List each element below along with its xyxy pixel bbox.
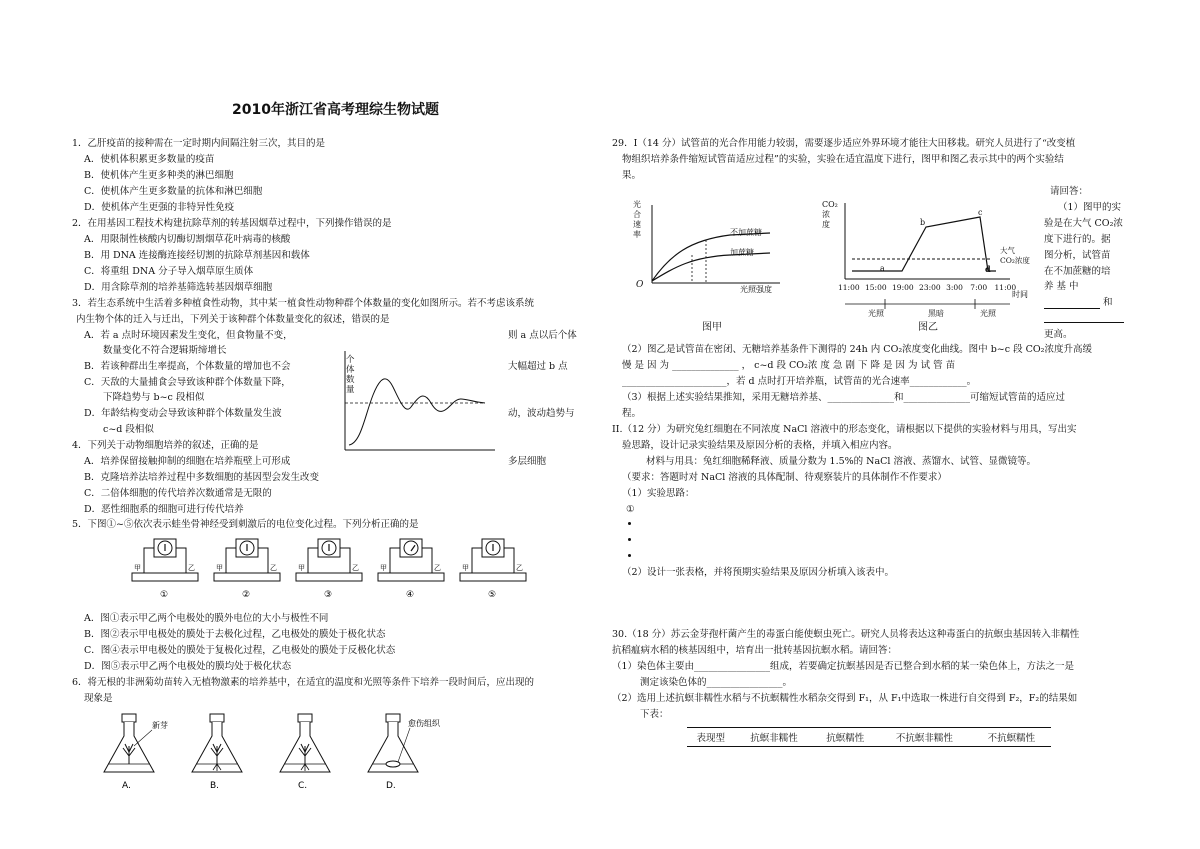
q5-option-d: D．图⑤表示甲乙两个电极处的膜均处于极化状态 xyxy=(84,661,292,672)
question-6-stem-line1: 6．将无根的非洲菊幼苗转入无植物激素的培养基中，在适宜的温度和光照等条件下培养一段时间后，应出现的 xyxy=(72,677,535,688)
table-header-cell: 不抗螟糯性 xyxy=(972,728,1051,747)
question-3-stem-line1: 3．若生态系统中生活着多种植食性动物，其中某一植食性动物种群个体数量的变化如图所示。若不考虑该系统 xyxy=(72,298,535,309)
q6-flask-figure xyxy=(100,710,450,795)
q29-part1-line3: 度下进行的。据 xyxy=(1044,234,1111,245)
jia-series-sucrose: 加蔗糖 xyxy=(730,248,754,257)
nerve-bar xyxy=(132,573,198,581)
q30-part1-line2: 测定该染色体的________________。 xyxy=(640,677,793,688)
question-30-stem-line2: 抗稻瘟病水稻的核基因组中，培育出一批转基因抗螟水稻。请回答： xyxy=(612,645,898,656)
q1-option-b: B．使机体产生更多种类的淋巴细胞 xyxy=(84,170,234,181)
table-header-cell: 抗螟糯性 xyxy=(814,728,877,747)
bud-callout: 新芽 xyxy=(152,721,168,730)
q29-ii-requirements: （要求：答题时对 NaCl 溶液的具体配制、待观察装片的具体制作不作要求） xyxy=(622,472,947,483)
q29-part2-line2: 慢 是 因 为 ______________ ， c~d 段 CO₂浓 度 急 剧 下 降 是 因 为 试 管 苗 xyxy=(622,360,956,371)
q3-option-a: A．若 a 点时环境因素发生变化，但食物量不变， xyxy=(84,330,293,341)
electrode-wire-right xyxy=(340,548,350,573)
q29-part1-line4: 图分析，试管苗 xyxy=(1044,250,1111,261)
nerve-bar xyxy=(296,573,362,581)
q29-ii-step-bullet xyxy=(628,538,631,541)
electrode-label-yi: 乙 xyxy=(434,564,441,572)
q3-option-a-tail: 则 a 点以后个体 xyxy=(508,330,577,341)
q2-option-d: D．用含除草剂的培养基筛选转基因烟草细胞 xyxy=(84,282,273,293)
q3-option-c-cont: 下降趋势与 b~c 段相似 xyxy=(103,392,205,403)
callout-line xyxy=(134,730,152,746)
yi-y-label: CO₂ 浓 度 xyxy=(822,200,838,229)
q1-option-a: A．使机体积累更多数量的疫苗 xyxy=(84,154,215,165)
q30-part1-line1: （1）染色体主要由________________组成，若要确定抗螟基因是否已整合到水稻的某一染色体上，方法之一是 xyxy=(612,661,1075,672)
q3-option-d-tail: 动，波动趋势与 xyxy=(508,408,575,419)
question-3-stem-line2: 内生物个体的迁入与迁出，下列关于该种群个体数量变化的叙述，错误的是 xyxy=(76,314,390,325)
q29-ii-step-bullet xyxy=(628,554,631,557)
q30-part2-line2: 下表： xyxy=(640,709,669,720)
table-header-cell: 表现型 xyxy=(687,728,734,747)
yi-time-ticks: 11:00 15:00 19:00 23:00 3:00 7:00 11:00 xyxy=(838,283,1017,292)
nerve-bar xyxy=(378,573,444,581)
electrode-wire-right xyxy=(504,548,514,573)
yi-point-c: c xyxy=(978,208,983,217)
q5-potential-figure xyxy=(130,535,530,605)
electrode-label-yi: 乙 xyxy=(270,564,277,572)
q29-ii-materials: 材料与用具：兔红细胞稀释液、质量分数为 1.5%的 NaCl 溶液、蒸馏水、试管、显微镜等。 xyxy=(646,456,1036,467)
q29-ii-line2: 验思路，设计记录实验结果及原因分析的表格，并填入相应内容。 xyxy=(622,440,898,451)
flask-stopper xyxy=(122,714,136,722)
q3-population-curve xyxy=(349,379,485,445)
q29-blank-1 xyxy=(1044,308,1100,309)
electrode-wire-right xyxy=(258,548,268,573)
jia-x-label: 光照强度 xyxy=(740,285,772,294)
q3-option-d: D．年龄结构变动会导致该种群个体数量发生波 xyxy=(84,408,282,419)
electrode-label-yi: 乙 xyxy=(516,564,523,572)
q29-ii-part1: （1）实验思路： xyxy=(622,488,695,499)
question-6-stem-line2: 现象是 xyxy=(84,693,113,704)
q29-figure-jia xyxy=(630,195,790,340)
q2-option-c: C．将重组 DNA 分子导入烟草原生质体 xyxy=(84,266,254,277)
question-4-stem: 4．下列关于动物细胞培养的叙述，正确的是 xyxy=(72,440,259,451)
panel-label: ② xyxy=(242,590,251,600)
q4-option-a: A．培养保留接触抑制的细胞在培养瓶壁上可形成 xyxy=(84,456,291,467)
flask-stopper xyxy=(298,714,312,722)
q29-part1-line5: 在不加蔗糖的培 xyxy=(1044,266,1111,277)
electrode-label-jia: 甲 xyxy=(134,564,141,572)
q29-part1-line1: （1）图甲的实 xyxy=(1058,202,1122,213)
q29-ii-line1: II.（12 分）为研究兔红细胞在不同浓度 NaCl 溶液中的形态变化，请根据以下提供的实验材料与用具，写出实 xyxy=(612,424,1077,435)
q4-option-c: C．二倍体细胞的传代培养次数通常是无限的 xyxy=(84,488,272,499)
page-title: 2010年浙江省高考理综生物试题 xyxy=(232,102,439,118)
q3-option-d-cont: c~d 段相似 xyxy=(103,424,154,435)
q29-please-answer: 请回答： xyxy=(1050,186,1089,197)
yi-x-label: 时间 xyxy=(1012,290,1028,299)
electrode-label-yi: 乙 xyxy=(188,564,195,572)
q3-option-c: C．天敌的大量捕食会导致该种群个体数量下降， xyxy=(84,377,291,388)
q29-part1-line6: 养 基 中 xyxy=(1044,281,1079,292)
yi-title: 图乙 xyxy=(918,322,938,333)
flask-stopper xyxy=(210,714,224,722)
electrode-wire-left xyxy=(308,548,318,573)
question-30-stem-line1: 30.（18 分）苏云金芽孢杆菌产生的毒蛋白能使螟虫死亡。研究人员将表达这种毒蛋白的抗螟虫基因转入非糯性 xyxy=(612,629,1080,640)
q3-population-figure xyxy=(335,345,505,460)
q29-part3-line1: （3）根据上述实验结果推知，采用无糖培养基、______________和______________可缩短试管苗的适应过 xyxy=(622,392,1066,403)
table-header-cell: 不抗螟非糯性 xyxy=(877,728,972,747)
question-29-stem-line3: 果。 xyxy=(622,170,642,181)
q29-ii-part2: （2）设计一张表格，并将预期实验结果及原因分析填入该表中。 xyxy=(622,567,895,578)
q29-blank-2 xyxy=(1044,322,1124,323)
electrode-label-jia: 甲 xyxy=(380,564,387,572)
q4-option-d: D．恶性细胞系的细胞可进行传代培养 xyxy=(84,504,244,515)
electrode-wire-right xyxy=(422,548,432,573)
q29-part2-line1: （2）图乙是试管苗在密闭、无糖培养基条件下测得的 24h 内 CO₂浓度变化曲线。图中 b~c 段 CO₂浓度升高缓 xyxy=(622,344,1092,355)
q3-y-label: 个 体 数 量 xyxy=(346,355,355,395)
q5-option-b: B．图②表示甲电极处的膜处于去极化过程，乙电极处的膜处于极化状态 xyxy=(84,629,386,640)
q1-option-c: C．使机体产生更多数量的抗体和淋巴细胞 xyxy=(84,186,263,197)
yi-period-light-1: 光照 xyxy=(868,309,884,318)
electrode-label-jia: 甲 xyxy=(216,564,223,572)
flask-label: D. xyxy=(386,781,396,791)
yi-atm-label: 大气 CO₂浓度 xyxy=(1000,246,1030,265)
yi-period-light-2: 光照 xyxy=(980,309,996,318)
electrode-wire-right xyxy=(176,548,186,573)
nerve-bar xyxy=(460,573,526,581)
q29-part3-line2: 程。 xyxy=(622,408,642,419)
q29-part1-line2: 验是在大气 CO₂浓 xyxy=(1044,218,1123,229)
yi-point-b: b xyxy=(920,218,926,227)
table-row xyxy=(687,728,1051,747)
q5-option-c: C．图④表示甲电极处的膜处于复极化过程，乙电极处的膜处于反极化状态 xyxy=(84,645,396,656)
q30-phenotype-table xyxy=(687,727,1051,747)
panel-label: ⑤ xyxy=(488,590,497,600)
nerve-bar xyxy=(214,573,280,581)
question-29-stem-line2: 物组织培养条件缩短试管苗适应过程”的实验，实验在适宜温度下进行，图甲和图乙表示其中的两个实验结 xyxy=(622,154,1064,165)
electrode-wire-left xyxy=(144,548,154,573)
electrode-wire-left xyxy=(390,548,400,573)
electrode-wire-left xyxy=(472,548,482,573)
q29-part1-and: 和 xyxy=(1103,297,1113,308)
panel-label: ① xyxy=(160,590,169,600)
yi-period-dark: 黑暗 xyxy=(928,309,944,318)
panel-label: ④ xyxy=(406,590,415,600)
jia-title: 图甲 xyxy=(702,322,722,333)
q3-option-b-tail: 大幅超过 b 点 xyxy=(508,361,568,372)
flask-label: B. xyxy=(210,781,220,791)
electrode-label-jia: 甲 xyxy=(298,564,305,572)
q30-part2-line1: （2）选用上述抗螟非糯性水稻与不抗螟糯性水稻杂交得到 F₁，从 F₁中选取一株进行自交得到 F₂，F₂的结果如 xyxy=(612,693,1078,704)
electrode-label-jia: 甲 xyxy=(462,564,469,572)
panel-label: ③ xyxy=(324,590,333,600)
q3-option-b: B．若该种群出生率提高，个体数量的增加也不会 xyxy=(84,361,291,372)
q2-option-b: B．用 DNA 连接酶连接经切割的抗除草剂基因和载体 xyxy=(84,250,310,261)
q1-option-d: D．使机体产生更强的非特异性免疫 xyxy=(84,202,235,213)
jia-origin: O xyxy=(636,280,644,290)
electrode-label-yi: 乙 xyxy=(352,564,359,572)
question-1-stem: 1．乙肝疫苗的接种需在一定时期内间隔注射三次，其目的是 xyxy=(72,138,326,149)
jia-y-label: 光 合 速 率 xyxy=(633,200,641,239)
q2-option-a: A．用限制性核酸内切酶切割烟草花叶病毒的核酸 xyxy=(84,234,291,245)
question-29-stem-line1: 29．I（14 分）试管苗的光合作用能力较弱，需要逐步适应外界环境才能往大田移栽。研究人员进行了“改变植 xyxy=(612,138,1076,149)
q29-ii-step-bullet xyxy=(628,522,631,525)
jia-series-no-sucrose: 不加蔗糖 xyxy=(730,228,762,237)
flask-label: A. xyxy=(122,781,131,791)
callus-callout: 愈伤组织 xyxy=(408,719,440,728)
q3-option-a-cont: 数量变化不符合逻辑斯缔增长 xyxy=(103,345,227,356)
electrode-wire-left xyxy=(226,548,236,573)
q29-ii-step-1: ① xyxy=(626,504,635,515)
yi-point-d: d xyxy=(985,264,991,274)
q5-option-a: A．图①表示甲乙两个电极处的膜外电位的大小与极性不同 xyxy=(84,613,329,624)
yi-point-a: a xyxy=(880,264,885,273)
q29-part2-line3: ______________________，若 d 点时打开培养瓶，试管苗的光合速率____________。 xyxy=(622,376,977,387)
q29-part1-end: 更高。 xyxy=(1044,329,1073,340)
galvanometer-dial xyxy=(404,541,418,555)
q4-option-a-tail: 多层细胞 xyxy=(508,456,547,467)
flask-stopper xyxy=(386,714,400,722)
question-5-stem: 5．下图①~⑤依次表示蛙坐骨神经受到刺激后的电位变化过程。下列分析正确的是 xyxy=(72,519,419,530)
q4-option-b: B．克隆培养法培养过程中多数细胞的基因型会发生改变 xyxy=(84,472,319,483)
table-header-cell: 抗螟非糯性 xyxy=(734,728,813,747)
flask-label: C. xyxy=(298,781,308,791)
question-2-stem: 2．在用基因工程技术构建抗除草剂的转基因烟草过程中，下列操作错误的是 xyxy=(72,218,392,229)
